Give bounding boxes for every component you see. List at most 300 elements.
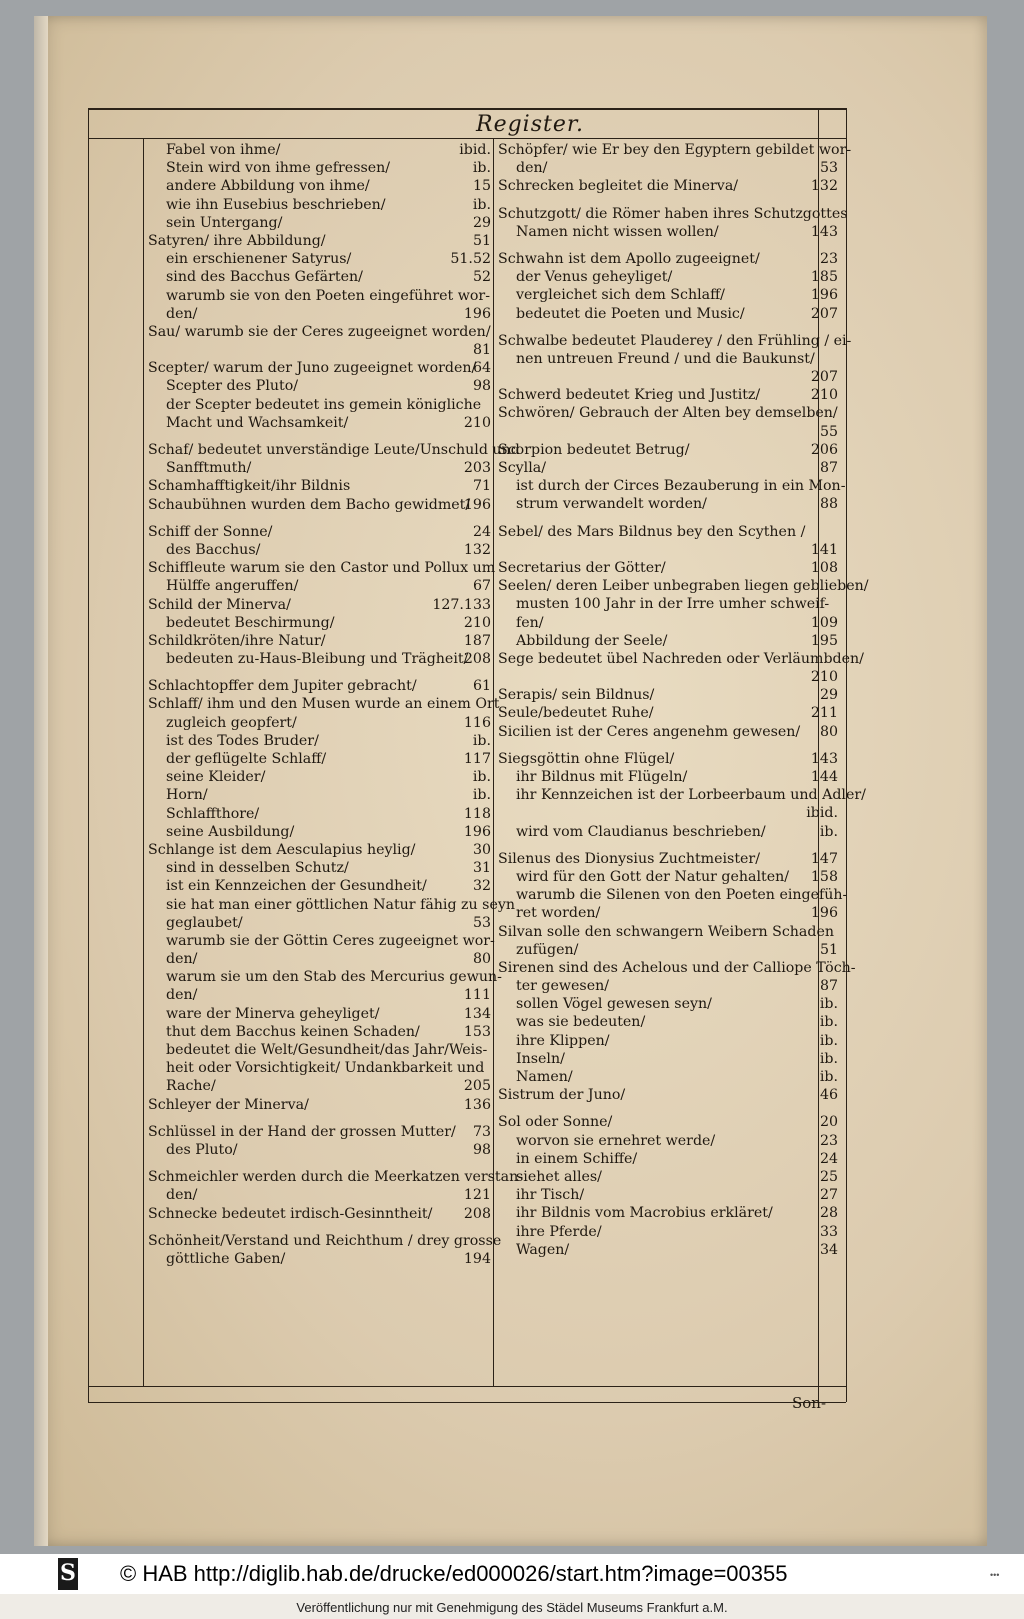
entry-term: nen untreuen Freund / und die Baukunst/ [516,350,815,367]
entry-page-number: 210 [810,387,838,404]
entry-term: Schlaff/ ihm und den Musen wurde an einem Ort [148,696,500,713]
index-entry [498,423,838,441]
entry-term: den/ [166,987,198,1004]
index-entry [148,695,500,713]
index-entry [148,577,491,595]
entry-term: ist ein Kennzeichen der Gesundheit/ [166,878,427,895]
index-entry [148,414,491,432]
index-entry [148,396,491,414]
index-entry [148,805,491,823]
index-entry [498,177,838,195]
entry-term: warumb die Silenen von den Poeten eingefüh- [516,887,848,904]
entry-page-number: 206 [810,441,838,458]
footer-note: Veröffentlichung nur mit Genehmigung des Städel Museums Frankfurt a.M. [296,1600,728,1615]
entry-page-number: 196 [810,905,838,922]
index-entry [498,1186,838,1204]
frame-left-inner-rule [143,138,144,1386]
entry-page-number: 67 [472,578,491,595]
entry-page-number: 116 [463,714,491,731]
index-entry [498,595,838,613]
entry-term: wie ihn Eusebius beschrieben/ [166,196,386,213]
entry-page-number: 196 [463,496,491,513]
entry-term: ihre Pferde/ [516,1223,602,1240]
index-entry [148,1005,491,1023]
entry-term: Scepter des Pluto/ [166,378,299,395]
entry-term: wird für den Gott der Natur gehalten/ [516,868,790,885]
entry-term: bedeutet die Welt/Gesundheit/das Jahr/Weis- [166,1042,488,1058]
entry-page-number: 147 [810,850,838,867]
entry-term: Sistrum der Juno/ [498,1087,626,1104]
index-entry [498,1150,838,1168]
footer-dots: ••• [990,1570,1000,1580]
index-entry [148,287,491,305]
entry-term: Schöpfer/ wie Er bey den Egyptern gebildet wor- [498,142,852,158]
entry-page-number: 98 [472,1141,491,1158]
entry-page-number: 23 [819,250,838,267]
entry-page-number: ib. [819,1069,838,1085]
entry-term: Stein wird von ihme gefressen/ [166,160,391,177]
entry-term: Sanfftmuth/ [166,460,252,477]
entry-term: des Bacchus/ [166,541,261,558]
entry-page-number: 210 [463,414,491,431]
entry-term: heit oder Vorsichtigkeit/ Undankbarkeit und [166,1060,485,1077]
entry-term: Hülffe angeruffen/ [166,578,299,595]
index-entry [498,686,838,704]
index-entry [148,932,495,950]
index-entry [498,1168,838,1186]
entry-gap [498,196,838,205]
entry-page-number: 117 [463,751,491,767]
entry-page-number: 31 [472,860,491,877]
entry-page-number: ib. [472,196,491,213]
index-entry [498,368,838,386]
entry-page-number: 205 [463,1078,491,1095]
index-entry [148,177,491,195]
index-entry [498,632,838,650]
entry-term: den/ [166,305,198,322]
index-column-right [498,141,869,1259]
index-entry [498,1241,838,1259]
entry-term: Schamhafftigkeit/ihr Bildnis [148,478,351,495]
entry-term: bedeutet Beschirmung/ [166,614,335,631]
entry-term: Schleyer der Minerva/ [148,1096,309,1113]
entry-term: der Scepter bedeutet ins gemein königliche [166,396,482,413]
index-entry [148,477,491,495]
entry-page-number: 88 [819,496,838,513]
entry-page-number: 80 [472,951,491,968]
entry-page-number: 134 [463,1005,491,1022]
entry-term: geglaubet/ [166,914,243,931]
entry-term: andere Abbildung von ihme/ [166,178,370,195]
entry-term: Sege bedeutet übel Nachreden oder Verläumbden/ [498,650,864,667]
index-entry [498,1068,838,1086]
index-entry [148,1123,491,1141]
index-entry [148,496,491,514]
entry-term: Scylla/ [498,460,546,476]
index-entry [498,286,838,304]
index-entry [498,768,838,786]
page-header: Register. [476,112,584,137]
entry-page-number: ib. [472,160,491,177]
entry-term: Schild der Minerva/ [148,596,291,613]
entry-page-number: 24 [472,523,491,540]
entry-term: musten 100 Jahr in der Irre umher schweif- [516,596,830,613]
index-entry [148,914,491,932]
entry-page-number: 121 [463,1187,491,1204]
entry-page-number: 194 [463,1250,491,1267]
entry-term: Schlachtopffer dem Jupiter gebracht/ [148,678,417,695]
entry-page-number: 196 [463,823,491,840]
entry-term: ist durch der Circes Bezauberung in ein Mon- [516,478,846,495]
entry-term: Secretarius der Götter/ [498,559,666,576]
index-entry [148,841,491,859]
index-entry [498,668,838,686]
entry-page-number: 28 [819,1205,838,1222]
entry-page-number: 109 [810,614,838,631]
entry-term: Sirenen sind des Achelous und der Calliope Töch- [498,959,856,976]
frame-bottom-rule-2 [88,1402,846,1403]
entry-term: sie hat man einer göttlichen Natur fähig zu seyn [166,896,516,913]
entry-page-number: 195 [810,632,838,649]
index-entry [498,1086,838,1104]
entry-term: ret worden/ [516,905,601,922]
entry-page-number: 208 [463,1205,491,1222]
entry-term: Silenus des Dionysius Zuchtmeister/ [498,850,760,867]
entry-gap [148,1159,491,1168]
entry-gap [148,668,491,677]
index-entry [498,804,838,822]
entry-page-number: 87 [819,978,838,995]
entry-term: seine Kleider/ [166,769,266,786]
index-entry [498,850,838,868]
entry-term: ihr Tisch/ [516,1187,585,1204]
index-entry [148,614,491,632]
entry-gap [148,432,491,441]
entry-page-number: 64 [472,360,491,377]
entry-term: warumb sie von den Poeten eingeführet wor- [166,287,490,304]
index-entry [148,650,491,668]
index-entry [148,541,491,559]
entry-term: strum verwandelt worden/ [516,496,707,513]
index-entry [148,232,491,250]
entry-page-number: 108 [810,559,838,576]
entry-page-number: 207 [810,305,838,322]
entry-term: thut dem Bacchus keinen Schaden/ [166,1023,420,1040]
entry-page-number: ib. [472,732,491,749]
entry-page-number: ibid. [806,805,838,822]
entry-page-number: 73 [472,1123,491,1140]
entry-page-number: 71 [472,478,491,495]
entry-term: Sau/ warumb sie der Ceres zugeeignet worden/ [148,323,491,340]
index-entry [148,523,491,541]
index-entry [148,877,491,895]
entry-term: Macht und Wachsamkeit/ [166,414,349,431]
index-entry [498,386,838,404]
staedel-logo: S [58,1558,78,1590]
index-entry [148,1186,491,1204]
entry-page-number: ibid. [459,142,491,158]
entry-page-number: 158 [810,868,838,885]
entry-page-number: 187 [463,632,491,649]
index-entry [498,886,848,904]
entry-page-number: 46 [819,1087,838,1104]
entry-page-number: 208 [463,651,491,668]
index-entry [148,768,491,786]
entry-page-number: 29 [819,687,838,704]
index-entry [498,495,838,513]
index-entry [148,323,491,341]
entry-page-number: 33 [819,1223,838,1240]
index-entry [148,596,491,614]
entry-term: sind in desselben Schutz/ [166,860,349,877]
entry-term: Schönheit/Verstand und Reichthum / drey grosse [148,1232,502,1249]
index-entry [498,305,838,323]
entry-term: wird vom Claudianus beschrieben/ [516,823,766,840]
entry-page-number: 196 [463,305,491,322]
entry-term: den/ [166,951,198,968]
entry-page-number: 30 [472,841,491,858]
index-entry [148,359,491,377]
entry-page-number: 207 [810,369,838,386]
index-entry [148,1250,491,1268]
entry-term: ihr Bildnus mit Flügeln/ [516,769,688,785]
entry-term: Schaf/ bedeutet unverständige Leute/Unschuld und [148,442,520,458]
entry-term: den/ [166,1187,198,1204]
entry-term: ter gewesen/ [516,978,610,995]
entry-term: des Pluto/ [166,1141,238,1158]
entry-term: Schwahn ist dem Apollo zugeeignet/ [498,250,760,267]
entry-term: Namen/ [516,1069,573,1085]
index-entry [498,459,838,477]
entry-term: der geflügelte Schlaff/ [166,751,327,767]
frame-header-rule [88,138,846,139]
entry-gap [148,1223,491,1232]
entry-term: Seule/bedeutet Ruhe/ [498,705,654,722]
index-entry [498,559,838,577]
copyright-link[interactable]: © HAB http://diglib.hab.de/drucke/ed000026/start.htm?image=00355 [120,1561,788,1586]
entry-term: der Venus geheyliget/ [516,269,673,286]
index-entry [148,1232,502,1250]
entry-term: Schwören/ Gebrauch der Alten bey demselben/ [498,405,838,422]
column-divider [493,138,494,1386]
entry-term: sollen Vögel gewesen seyn/ [516,996,712,1013]
entry-page-number: 196 [810,287,838,304]
entry-page-number: 20 [819,1114,838,1131]
entry-page-number: 210 [463,614,491,631]
index-entry [148,823,491,841]
entry-page-number: 127.133 [432,596,491,613]
entry-term: Horn/ [166,787,208,804]
index-entry [498,923,838,941]
entry-page-number: 81 [472,342,491,359]
index-entry [498,1032,838,1050]
index-entry [148,559,496,577]
entry-term: Schwerd bedeutet Krieg und Justitz/ [498,387,761,404]
index-entry [148,1205,491,1223]
entry-term: seine Ausbildung/ [166,823,295,840]
entry-page-number: ib. [819,1014,838,1031]
index-entry [498,250,838,268]
entry-term: siehet alles/ [516,1168,602,1185]
index-entry [498,941,838,959]
entry-term: Schiffleute warum sie den Castor und Pollux um [148,560,496,577]
entry-term: Scorpion bedeutet Betrug/ [498,441,690,458]
index-entry [498,904,838,922]
entry-page-number: 143 [810,750,838,767]
index-entry [498,823,838,841]
index-entry [498,995,838,1013]
entry-page-number: 53 [819,160,838,177]
entry-term: Schmeichler werden durch die Meerkatzen verstan- [148,1169,524,1186]
entry-term: warum sie um den Stab des Mercurius gewun- [166,969,502,986]
entry-term: Abbildung der Seele/ [516,632,668,649]
entry-term: Schaubühnen wurden dem Bacho gewidmet/ [148,496,471,513]
page-gutter [34,16,48,1546]
index-entry [498,268,838,286]
index-entry [498,977,838,995]
entry-term: warumb sie der Göttin Ceres zugeeignet wor- [166,932,495,949]
index-entry [148,1077,491,1095]
entry-page-number: 34 [819,1241,838,1258]
entry-term: Silvan solle den schwangern Weibern Schaden [498,923,834,940]
index-entry [148,196,491,214]
entry-page-number: 87 [819,460,838,476]
entry-page-number: 210 [810,669,838,686]
index-entry [148,305,491,323]
entry-page-number: 118 [463,805,491,822]
entry-page-number: ib. [819,996,838,1013]
entry-term: ihre Klippen/ [516,1032,610,1049]
entry-term: Seelen/ deren Leiber unbegraben liegen geblieben/ [498,578,869,595]
entry-page-number: 153 [463,1023,491,1040]
entry-page-number: 15 [472,178,491,195]
index-entry [498,404,838,422]
index-entry [498,786,866,804]
entry-term: Schlange ist dem Aesculapius heylig/ [148,841,416,858]
entry-term: Sicilien ist der Ceres angenehm gewesen/ [498,723,801,740]
entry-page-number: 23 [819,1132,838,1149]
entry-term: Schildkröten/ihre Natur/ [148,632,326,649]
index-entry [148,786,491,804]
entry-page-number: 55 [819,423,838,440]
index-entry [498,1204,838,1222]
entry-gap [498,841,838,850]
index-entry [148,1041,491,1059]
index-entry [148,732,491,750]
index-entry [498,141,852,159]
frame-bottom-rule [88,1386,846,1387]
entry-page-number: 132 [810,178,838,195]
entry-gap [498,323,838,332]
index-entry [498,223,838,241]
index-entry [498,723,838,741]
entry-term: Schlüssel in der Hand der grossen Mutter/ [148,1123,456,1140]
entry-term: Wagen/ [516,1241,570,1258]
entry-page-number: 144 [810,769,838,785]
entry-gap [498,741,838,750]
index-entry [498,1223,838,1241]
index-entry [148,677,491,695]
index-entry [148,1141,491,1159]
entry-page-number: 24 [819,1150,838,1167]
entry-term: ihr Kennzeichen ist der Lorbeerbaum und Adler/ [516,787,866,804]
index-entry [148,214,491,232]
index-entry [148,141,491,159]
entry-page-number: 136 [463,1096,491,1113]
entry-term: den/ [516,160,548,177]
index-entry [148,986,491,1004]
entry-term: ihr Bildnis vom Macrobius erkläret/ [516,1205,773,1222]
entry-term: zufügen/ [516,941,579,958]
entry-term: vergleichet sich dem Schlaff/ [516,287,725,304]
entry-term: Fabel von ihme/ [166,142,281,158]
frame-left-rule [88,108,89,1402]
index-entry [498,159,838,177]
frame-right-rule [846,108,847,1402]
entry-page-number: 53 [472,914,491,931]
entry-term: sein Untergang/ [166,214,283,231]
entry-page-number: 51 [819,941,838,958]
index-entry [498,1113,838,1131]
index-entry [148,459,491,477]
index-entry [498,704,838,722]
index-entry [498,477,846,495]
index-entry [148,377,491,395]
entry-page-number: ib. [472,769,491,786]
entry-page-number: 80 [819,723,838,740]
index-entry [148,159,491,177]
index-entry [148,441,520,459]
index-entry [148,250,491,268]
index-entry [498,205,848,223]
entry-term: bedeuten zu-Haus-Bleibung und Trägheit/ [166,651,469,668]
entry-gap [498,241,838,250]
entry-term: Siegsgöttin ohne Flügel/ [498,750,675,767]
index-entry [498,1132,838,1150]
entry-page-number: 29 [472,214,491,231]
entry-term: sind des Bacchus Gefärten/ [166,269,363,286]
entry-gap [498,1104,838,1113]
index-entry [148,1023,491,1041]
entry-term: göttliche Gaben/ [166,1250,286,1267]
index-entry [498,577,869,595]
frame-top-rule [88,108,846,110]
index-entry [148,1059,491,1077]
index-entry [498,650,864,668]
entry-page-number: ib. [819,1050,838,1067]
entry-term: Scepter/ warum der Juno zugeeignet worden/ [148,360,477,377]
entry-term: Sebel/ des Mars Bildnus bey den Scythen / [498,523,806,540]
entry-page-number: 25 [819,1168,838,1185]
entry-term: in einem Schiffe/ [516,1150,638,1167]
index-entry [498,441,838,459]
entry-term: Inseln/ [516,1050,565,1067]
entry-term: Namen nicht wissen wollen/ [516,223,719,240]
index-entry [498,1050,838,1068]
entry-term: zugleich geopfert/ [166,714,297,731]
entry-page-number: 51.52 [450,251,491,268]
entry-page-number: 61 [472,678,491,695]
entry-term: ein erschienener Satyrus/ [166,251,352,268]
entry-term: Schlaffthore/ [166,805,260,822]
index-entry [498,750,838,768]
index-entry [148,950,491,968]
entry-page-number: 98 [472,378,491,395]
entry-term: worvon sie ernehret werde/ [516,1132,716,1149]
entry-term: fen/ [516,614,544,631]
index-entry [498,959,856,977]
entry-page-number: ib. [819,823,838,840]
